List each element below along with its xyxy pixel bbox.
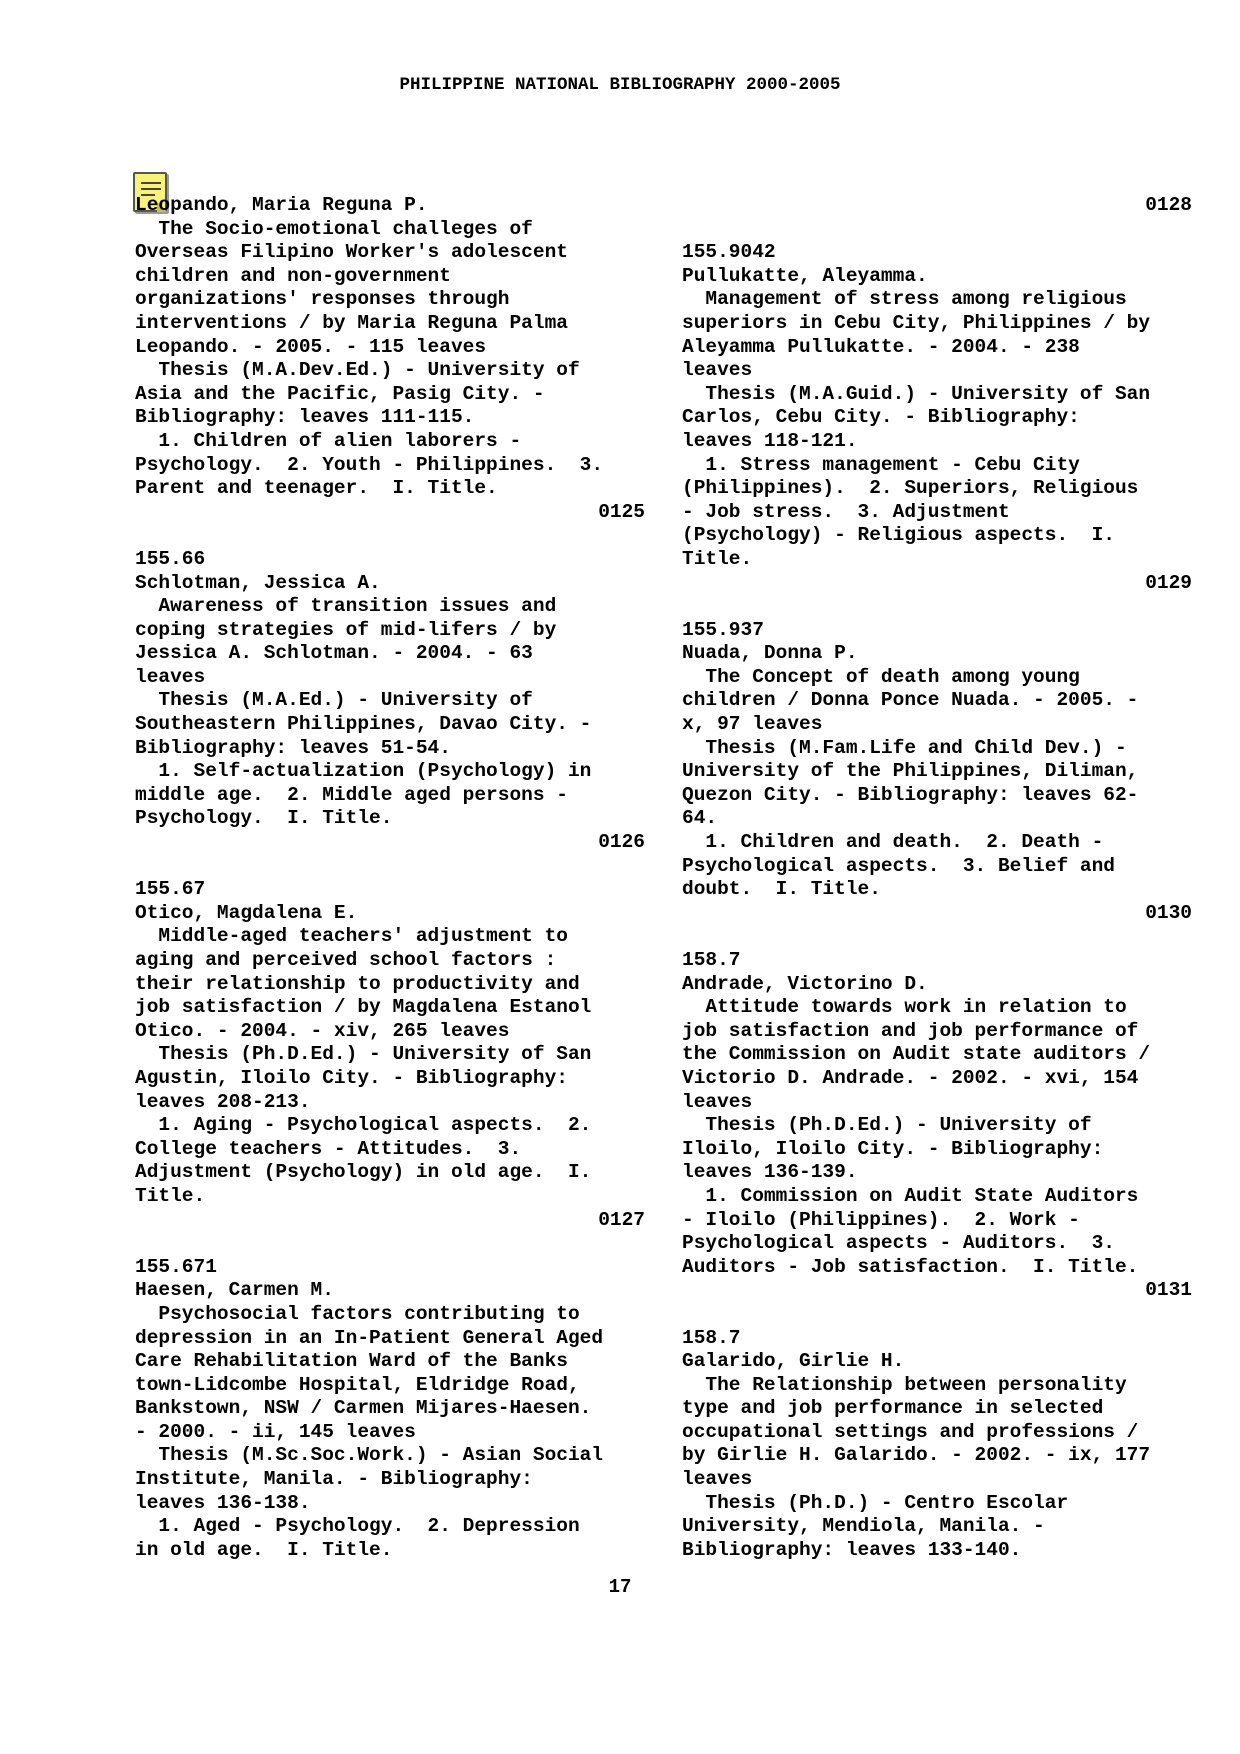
- entry-line: 1. Aging - Psychological aspects. 2.: [135, 1114, 592, 1137]
- entry-line: x, 97 leaves: [682, 713, 823, 736]
- entry-line: leaves: [135, 665, 206, 688]
- entry-line: Bibliography: leaves 133-140.: [682, 1538, 1022, 1561]
- entry-line: Bibliography: leaves 111-115.: [135, 406, 475, 429]
- entry-line: occupational settings and professions /: [682, 1420, 1139, 1443]
- entry-line: Galarido, Girlie H.: [682, 1350, 905, 1373]
- entry-line: 155.67: [135, 878, 206, 901]
- bibliography-entry: [135, 194, 645, 524]
- entry-number: 0129: [1145, 571, 1192, 594]
- entry-line: Andrade, Victorino D.: [682, 972, 928, 995]
- entry-line: 1. Stress management - Cebu City: [682, 453, 1080, 476]
- entry-line: Aleyamma Pullukatte. - 2004. - 238: [682, 335, 1080, 358]
- entry-line: Carlos, Cebu City. - Bibliography:: [682, 406, 1080, 429]
- entry-line: by Girlie H. Galarido. - 2002. - ix, 177: [682, 1444, 1151, 1467]
- entry-line: leaves 208-213.: [135, 1090, 311, 1113]
- entry-line: Awareness of transition issues and: [135, 595, 557, 618]
- entry-line: Thesis (M.A.Guid.) - University of San: [682, 382, 1151, 405]
- entry-line: Institute, Manila. - Bibliography:: [135, 1468, 533, 1491]
- entry-line: Title.: [135, 1184, 206, 1207]
- entry-line: Management of stress among religious: [682, 288, 1127, 311]
- entry-line: Thesis (M.Fam.Life and Child Dev.) -: [682, 736, 1127, 759]
- entry-line: town-Lidcombe Hospital, Eldridge Road,: [135, 1373, 580, 1396]
- entry-line: leaves: [682, 359, 753, 382]
- entry-line: - 2000. - ii, 145 leaves: [135, 1420, 416, 1443]
- entry-line: 1. Commission on Audit State Auditors: [682, 1184, 1139, 1207]
- left-column: [135, 194, 645, 1562]
- entry-line: Jessica A. Schlotman. - 2004. - 63: [135, 642, 533, 665]
- entry-line: 155.937: [682, 618, 764, 641]
- entry-line: 155.671: [135, 1255, 217, 1278]
- entry-line: Thesis (M.A.Dev.Ed.) - University of: [135, 359, 580, 382]
- entry-line: Agustin, Iloilo City. - Bibliography:: [135, 1066, 568, 1089]
- entry-line: Psychological aspects - Auditors. 3.: [682, 1232, 1115, 1255]
- entry-line: job satisfaction and job performance of: [682, 1019, 1139, 1042]
- bibliography-entry: [135, 1232, 645, 1562]
- entry-line: 1. Children and death. 2. Death -: [682, 831, 1104, 854]
- entry-line: Iloilo, Iloilo City. - Bibliography:: [682, 1137, 1104, 1160]
- entry-line: type and job performance in selected: [682, 1397, 1104, 1420]
- entry-line: Quezon City. - Bibliography: leaves 62-: [682, 783, 1139, 806]
- entry-line: Adjustment (Psychology) in old age. I.: [135, 1161, 592, 1184]
- entry-line: interventions / by Maria Reguna Palma: [135, 311, 568, 334]
- entry-line: Attitude towards work in relation to: [682, 996, 1127, 1019]
- entry-line: leaves 136-139.: [682, 1161, 858, 1184]
- entry-line: University of the Philippines, Diliman,: [682, 760, 1139, 783]
- entry-line: The Socio-emotional challeges of: [135, 217, 533, 240]
- entry-line: Thesis (Ph.D.Ed.) - University of: [682, 1114, 1092, 1137]
- entry-line: Leopando. - 2005. - 115 leaves: [135, 335, 487, 358]
- entry-line: Psychology. 2. Youth - Philippines. 3.: [135, 453, 604, 476]
- entry-line: middle age. 2. Middle aged persons -: [135, 783, 568, 806]
- entry-line: College teachers - Attitudes. 3.: [135, 1137, 522, 1160]
- entry-line: Bankstown, NSW / Carmen Mijares-Haesen.: [135, 1397, 592, 1420]
- entry-number: 0131: [1145, 1279, 1192, 1302]
- entry-line: in old age. I. Title.: [135, 1538, 393, 1561]
- entry-line: superiors in Cebu City, Philippines / by: [682, 311, 1151, 334]
- entry-line: 155.66: [135, 547, 206, 570]
- entry-line: 158.7: [682, 949, 741, 971]
- entry-line: job satisfaction / by Magdalena Estanol: [135, 996, 592, 1019]
- entry-line: Parent and teenager. I. Title.: [135, 477, 498, 500]
- entry-line: children and non-government: [135, 264, 451, 287]
- entry-line: 1. Self-actualization (Psychology) in: [135, 760, 592, 783]
- entry-line: Otico, Magdalena E.: [135, 901, 358, 924]
- entry-line: the Commission on Audit state auditors /: [682, 1043, 1151, 1066]
- entry-line: leaves 118-121.: [682, 429, 858, 452]
- entry-line: Psychology. I. Title.: [135, 807, 393, 830]
- entry-number: 0130: [1145, 901, 1192, 924]
- bibliography-entry: [682, 595, 1192, 925]
- entry-line: Care Rehabilitation Ward of the Banks: [135, 1350, 568, 1373]
- entry-line: leaves 136-138.: [135, 1491, 311, 1514]
- entry-line: Thesis (Ph.D.Ed.) - University of San: [135, 1043, 592, 1066]
- entry-line: Nuada, Donna P.: [682, 642, 858, 665]
- entry-number: 0127: [598, 1208, 645, 1231]
- entry-line: 158.7: [682, 1326, 741, 1349]
- entry-line: Auditors - Job satisfaction. I. Title.: [682, 1255, 1139, 1278]
- bibliography-entry: [682, 925, 1192, 1303]
- entry-line: Pullukatte, Aleyamma.: [682, 264, 928, 287]
- entry-line: The Concept of death among young: [682, 665, 1080, 688]
- bibliography-entry: [682, 1303, 1192, 1563]
- entry-line: Victorio D. Andrade. - 2002. - xvi, 154: [682, 1066, 1139, 1089]
- entry-line: depression in an In-Patient General Aged: [135, 1326, 604, 1349]
- entry-line: 1. Aged - Psychology. 2. Depression: [135, 1515, 580, 1538]
- page-number: 17: [608, 1576, 632, 1598]
- entry-line: organizations' responses through: [135, 288, 510, 311]
- entry-line: leaves: [682, 1468, 753, 1491]
- entry-line: Overseas Filipino Worker's adolescent: [135, 241, 568, 264]
- entry-line: (Psychology) - Religious aspects. I.: [682, 524, 1115, 547]
- entry-line: Bibliography: leaves 51-54.: [135, 736, 451, 759]
- entry-line: University, Mendiola, Manila. -: [682, 1515, 1045, 1538]
- bibliography-entry: [682, 194, 1192, 218]
- entry-line: Thesis (M.A.Ed.) - University of: [135, 689, 533, 712]
- entry-line: 155.9042: [682, 241, 776, 264]
- bibliography-entry: [135, 524, 645, 854]
- entry-line: Title.: [682, 547, 753, 570]
- bibliography-entry: [135, 855, 645, 1233]
- entry-line: Southeastern Philippines, Davao City. -: [135, 713, 592, 736]
- entry-line: 64.: [682, 807, 718, 830]
- entry-line: - Job stress. 3. Adjustment: [682, 500, 1010, 523]
- entry-line: - Iloilo (Philippines). 2. Work -: [682, 1208, 1080, 1231]
- entry-line: The Relationship between personality: [682, 1373, 1127, 1396]
- entry-line: Otico. - 2004. - xiv, 265 leaves: [135, 1019, 510, 1042]
- entry-line: Psychosocial factors contributing to: [135, 1302, 580, 1325]
- entry-line: Thesis (M.Sc.Soc.Work.) - Asian Social: [135, 1444, 604, 1467]
- entry-line: coping strategies of mid-lifers / by: [135, 618, 557, 641]
- entry-line: Schlotman, Jessica A.: [135, 571, 381, 594]
- running-header: PHILIPPINE NATIONAL BIBLIOGRAPHY 2000-2005: [399, 75, 841, 95]
- entry-number: 0126: [598, 831, 645, 854]
- entry-line: doubt. I. Title.: [682, 878, 881, 901]
- entry-line: Haesen, Carmen M.: [135, 1279, 334, 1302]
- entry-line: 1. Children of alien laborers -: [135, 429, 522, 452]
- entry-line: (Philippines). 2. Superiors, Religious: [682, 477, 1139, 500]
- entry-number: 0128: [1145, 194, 1192, 216]
- entry-line: children / Donna Ponce Nuada. - 2005. -: [682, 689, 1139, 712]
- entry-line: Asia and the Pacific, Pasig City. -: [135, 382, 545, 405]
- entry-line: Psychological aspects. 3. Belief and: [682, 854, 1115, 877]
- entry-line: their relationship to productivity and: [135, 972, 580, 995]
- entry-line: aging and perceived school factors :: [135, 949, 557, 971]
- entry-line: Middle-aged teachers' adjustment to: [135, 925, 568, 948]
- right-column: [682, 194, 1192, 1562]
- entry-line: Leopando, Maria Reguna P.: [135, 194, 428, 216]
- entry-line: Thesis (Ph.D.) - Centro Escolar: [682, 1491, 1069, 1514]
- entry-number: 0125: [598, 500, 645, 523]
- entry-line: leaves: [682, 1090, 753, 1113]
- bibliography-entry: [682, 218, 1192, 596]
